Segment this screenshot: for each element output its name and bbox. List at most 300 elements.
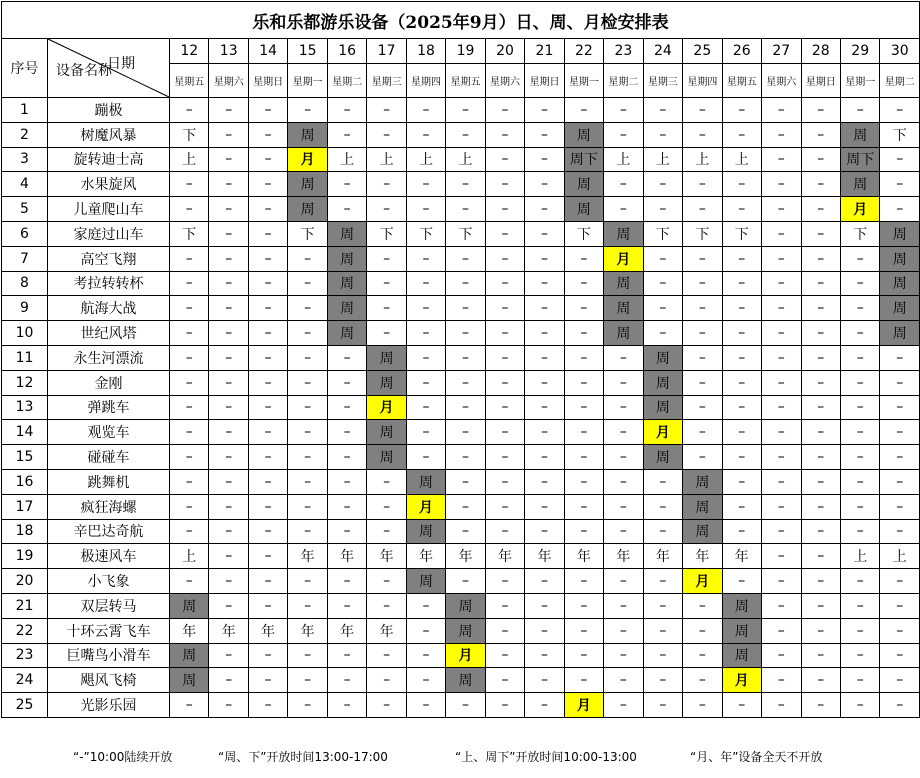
schedule-cell: – (604, 569, 643, 594)
day-header: 27 (762, 39, 801, 64)
weekday-header: 星期六 (762, 64, 801, 98)
schedule-cell: – (446, 445, 485, 470)
schedule-cell: – (406, 271, 445, 296)
schedule-cell: – (722, 345, 761, 370)
schedule-cell: – (485, 345, 524, 370)
schedule-cell: – (722, 370, 761, 395)
schedule-cell: – (683, 445, 722, 470)
schedule-cell: – (801, 246, 840, 271)
day-header: 14 (248, 39, 287, 64)
schedule-cell: – (801, 221, 840, 246)
schedule-cell: – (525, 172, 564, 197)
schedule-cell: – (446, 172, 485, 197)
schedule-cell: – (367, 197, 406, 222)
schedule-cell: – (722, 569, 761, 594)
schedule-cell: – (840, 370, 879, 395)
schedule-cell: – (801, 593, 840, 618)
weekly-check-cell: 周 (604, 321, 643, 346)
schedule-cell: – (288, 370, 327, 395)
equipment-name-cell: 辛巴达奇航 (48, 519, 170, 544)
schedule-cell: – (722, 246, 761, 271)
schedule-cell: – (564, 98, 603, 123)
equipment-name-cell: 疯狂海螺 (48, 494, 170, 519)
schedule-cell: – (762, 618, 801, 643)
seq-cell: 5 (2, 197, 48, 222)
schedule-cell: – (288, 271, 327, 296)
schedule-cell: – (525, 122, 564, 147)
weekly-check-cell: 周下 (840, 147, 879, 172)
schedule-cell: – (722, 445, 761, 470)
equipment-name-cell: 小飞象 (48, 569, 170, 594)
schedule-cell: – (525, 296, 564, 321)
monthly-check-cell: 月 (604, 246, 643, 271)
schedule-cell: – (446, 296, 485, 321)
schedule-cell: – (288, 693, 327, 718)
schedule-cell: – (367, 296, 406, 321)
table-row (2, 221, 920, 246)
schedule-cell: – (525, 643, 564, 668)
schedule-cell: – (604, 519, 643, 544)
schedule-cell: – (288, 445, 327, 470)
day-header: 30 (880, 39, 920, 64)
schedule-cell: – (209, 370, 248, 395)
schedule-cell: – (801, 296, 840, 321)
table-row (2, 693, 920, 718)
schedule-cell: – (367, 469, 406, 494)
schedule-cell: 上 (840, 544, 879, 569)
day-header: 21 (525, 39, 564, 64)
schedule-cell: – (170, 370, 209, 395)
schedule-cell: – (801, 445, 840, 470)
schedule-cell: – (840, 494, 879, 519)
schedule-cell: – (209, 693, 248, 718)
schedule-cell: – (446, 693, 485, 718)
schedule-cell: – (722, 420, 761, 445)
weekly-check-cell: 周 (170, 643, 209, 668)
weekly-check-cell: 周 (880, 221, 920, 246)
schedule-cell: – (170, 296, 209, 321)
schedule-cell: – (840, 593, 879, 618)
schedule-cell: 年 (209, 618, 248, 643)
schedule-cell: – (525, 370, 564, 395)
table-row (2, 569, 920, 594)
seq-cell: 13 (2, 395, 48, 420)
schedule-cell: – (564, 345, 603, 370)
schedule-cell: – (762, 370, 801, 395)
schedule-cell: – (683, 197, 722, 222)
weekday-header: 星期二 (327, 64, 366, 98)
schedule-cell: – (406, 668, 445, 693)
schedule-cell: – (209, 221, 248, 246)
weekly-check-cell: 周 (406, 519, 445, 544)
schedule-cell: – (406, 593, 445, 618)
table-row (2, 593, 920, 618)
equipment-name-cell: 双层转马 (48, 593, 170, 618)
schedule-cell: – (801, 98, 840, 123)
table-row (2, 246, 920, 271)
schedule-cell: – (762, 519, 801, 544)
schedule-cell: – (485, 296, 524, 321)
schedule-cell: – (446, 345, 485, 370)
schedule-cell: – (604, 395, 643, 420)
weekly-check-cell: 周 (446, 668, 485, 693)
table-row (2, 469, 920, 494)
legend-item-weekly-afternoon: “周、下”开放时间13:00-17:00 (218, 750, 388, 764)
schedule-cell: – (525, 197, 564, 222)
schedule-cell: – (801, 197, 840, 222)
table-row (2, 395, 920, 420)
schedule-cell: – (170, 569, 209, 594)
schedule-cell: – (485, 197, 524, 222)
weekly-check-cell: 周 (840, 172, 879, 197)
equipment-name-cell: 永生河漂流 (48, 345, 170, 370)
schedule-cell: – (801, 395, 840, 420)
schedule-cell: – (248, 321, 287, 346)
schedule-cell: – (643, 98, 682, 123)
schedule-cell: – (604, 593, 643, 618)
schedule-cell: – (367, 122, 406, 147)
schedule-cell: – (604, 98, 643, 123)
schedule-cell: – (170, 445, 209, 470)
schedule-cell: – (801, 618, 840, 643)
schedule-cell: – (446, 519, 485, 544)
schedule-cell: – (880, 370, 920, 395)
weekly-check-cell: 周 (564, 197, 603, 222)
schedule-cell: – (248, 420, 287, 445)
schedule-cell: – (801, 494, 840, 519)
schedule-cell: – (446, 395, 485, 420)
schedule-cell: – (840, 569, 879, 594)
schedule-cell: – (327, 98, 366, 123)
table-row (2, 172, 920, 197)
schedule-cell: – (288, 494, 327, 519)
schedule-cell: 年 (367, 618, 406, 643)
schedule-cell: – (209, 197, 248, 222)
schedule-cell: – (880, 494, 920, 519)
weekly-check-cell: 周 (840, 122, 879, 147)
schedule-cell: – (446, 321, 485, 346)
schedule-cell: 年 (288, 618, 327, 643)
schedule-cell: – (209, 494, 248, 519)
schedule-cell: – (564, 271, 603, 296)
schedule-cell: – (209, 122, 248, 147)
schedule-cell: – (564, 569, 603, 594)
schedule-cell: – (209, 147, 248, 172)
schedule-cell: – (446, 420, 485, 445)
schedule-cell: – (485, 593, 524, 618)
schedule-cell: – (564, 643, 603, 668)
schedule-cell: – (170, 469, 209, 494)
schedule-cell: – (801, 569, 840, 594)
schedule-cell: 年 (248, 618, 287, 643)
schedule-cell: – (683, 643, 722, 668)
table-row (2, 618, 920, 643)
schedule-cell: – (248, 221, 287, 246)
schedule-cell: 上 (170, 544, 209, 569)
schedule-cell: – (248, 593, 287, 618)
schedule-cell: 下 (880, 122, 920, 147)
schedule-cell: – (722, 296, 761, 321)
day-header: 15 (288, 39, 327, 64)
schedule-cell: – (209, 445, 248, 470)
schedule-cell: – (762, 544, 801, 569)
seq-cell: 4 (2, 172, 48, 197)
schedule-cell: – (248, 345, 287, 370)
schedule-cell: – (564, 469, 603, 494)
weekday-header: 星期四 (406, 64, 445, 98)
schedule-cell: 上 (604, 147, 643, 172)
schedule-cell: – (880, 395, 920, 420)
schedule-cell: 年 (327, 618, 366, 643)
schedule-cell: 上 (406, 147, 445, 172)
schedule-cell: – (604, 370, 643, 395)
schedule-cell: – (248, 643, 287, 668)
schedule-cell: – (327, 345, 366, 370)
schedule-cell: – (288, 668, 327, 693)
weekday-header: 星期日 (801, 64, 840, 98)
schedule-cell: – (880, 420, 920, 445)
schedule-cell: – (367, 271, 406, 296)
seq-cell: 20 (2, 569, 48, 594)
equipment-header-label: 设备名称 (56, 63, 112, 79)
weekly-check-cell: 周 (722, 618, 761, 643)
equipment-name-cell: 十环云霄飞车 (48, 618, 170, 643)
schedule-cell: – (683, 172, 722, 197)
schedule-cell: – (288, 569, 327, 594)
weekly-check-cell: 周 (683, 469, 722, 494)
schedule-cell: – (604, 197, 643, 222)
schedule-cell: – (840, 271, 879, 296)
schedule-cell: – (525, 321, 564, 346)
schedule-cell: – (643, 271, 682, 296)
schedule-cell: – (604, 122, 643, 147)
schedule-cell: – (446, 122, 485, 147)
day-header: 16 (327, 39, 366, 64)
seq-cell: 9 (2, 296, 48, 321)
schedule-cell: – (327, 445, 366, 470)
weekly-check-cell: 周 (446, 618, 485, 643)
schedule-cell: – (248, 98, 287, 123)
schedule-cell: – (604, 420, 643, 445)
weekly-check-cell: 周 (406, 469, 445, 494)
schedule-cell: – (485, 469, 524, 494)
weekly-check-cell: 周 (327, 296, 366, 321)
schedule-cell: – (722, 197, 761, 222)
schedule-cell: – (801, 469, 840, 494)
schedule-cell: – (643, 296, 682, 321)
schedule-cell: – (643, 643, 682, 668)
schedule-cell: – (722, 693, 761, 718)
schedule-cell: – (722, 122, 761, 147)
schedule-cell: – (801, 420, 840, 445)
schedule-cell: – (209, 271, 248, 296)
schedule-cell: – (170, 519, 209, 544)
schedule-cell: – (604, 643, 643, 668)
schedule-cell: – (170, 494, 209, 519)
schedule-cell: – (604, 494, 643, 519)
equipment-name-cell: 高空飞翔 (48, 246, 170, 271)
schedule-cell: – (406, 345, 445, 370)
table-row (2, 519, 920, 544)
seq-cell: 25 (2, 693, 48, 718)
schedule-cell: – (762, 395, 801, 420)
schedule-cell: – (880, 445, 920, 470)
schedule-cell: – (762, 296, 801, 321)
schedule-cell: – (762, 271, 801, 296)
schedule-cell: – (248, 122, 287, 147)
schedule-cell: – (880, 693, 920, 718)
schedule-cell: – (840, 519, 879, 544)
schedule-cell: – (643, 494, 682, 519)
schedule-cell: 年 (288, 544, 327, 569)
schedule-cell: – (762, 494, 801, 519)
weekly-check-cell: 周 (880, 296, 920, 321)
seq-cell: 8 (2, 271, 48, 296)
table-row (2, 345, 920, 370)
schedule-cell: – (643, 668, 682, 693)
schedule-cell: – (683, 271, 722, 296)
schedule-cell: – (327, 668, 366, 693)
schedule-cell: – (722, 469, 761, 494)
schedule-cell: – (762, 668, 801, 693)
schedule-cell: – (880, 197, 920, 222)
schedule-cell: – (683, 395, 722, 420)
schedule-cell: – (248, 693, 287, 718)
schedule-cell: 年 (485, 544, 524, 569)
schedule-cell: – (288, 321, 327, 346)
table-row (2, 494, 920, 519)
schedule-cell: – (248, 271, 287, 296)
equipment-name-cell: 家庭过山车 (48, 221, 170, 246)
monthly-check-cell: 月 (722, 668, 761, 693)
seq-cell: 3 (2, 147, 48, 172)
schedule-cell: – (683, 668, 722, 693)
day-header: 22 (564, 39, 603, 64)
day-header: 28 (801, 39, 840, 64)
weekday-header: 星期六 (485, 64, 524, 98)
schedule-cell: 下 (170, 221, 209, 246)
monthly-check-cell: 月 (288, 147, 327, 172)
schedule-cell: – (406, 445, 445, 470)
schedule-cell: – (683, 370, 722, 395)
schedule-cell: – (327, 519, 366, 544)
monthly-check-cell: 月 (683, 569, 722, 594)
weekly-check-cell: 周 (643, 370, 682, 395)
weekly-check-cell: 周 (288, 172, 327, 197)
day-header: 17 (367, 39, 406, 64)
weekday-header: 星期三 (367, 64, 406, 98)
schedule-cell: – (367, 494, 406, 519)
schedule-cell: – (643, 469, 682, 494)
schedule-cell: – (840, 345, 879, 370)
weekly-check-cell: 周 (683, 494, 722, 519)
schedule-cell: – (406, 98, 445, 123)
table-row (2, 122, 920, 147)
schedule-cell: – (446, 370, 485, 395)
schedule-cell: – (248, 296, 287, 321)
schedule-cell: – (406, 420, 445, 445)
schedule-cell: – (170, 420, 209, 445)
schedule-cell: – (485, 221, 524, 246)
seq-cell: 2 (2, 122, 48, 147)
schedule-cell: – (327, 172, 366, 197)
schedule-cell: 上 (880, 544, 920, 569)
schedule-cell: – (880, 469, 920, 494)
weekly-check-cell: 周 (170, 593, 209, 618)
schedule-cell: – (525, 469, 564, 494)
schedule-cell: – (683, 420, 722, 445)
equipment-name-cell: 观览车 (48, 420, 170, 445)
seq-cell: 12 (2, 370, 48, 395)
schedule-cell: – (564, 618, 603, 643)
schedule-cell: – (564, 593, 603, 618)
schedule-cell: 年 (604, 544, 643, 569)
schedule-cell: – (209, 321, 248, 346)
schedule-cell: – (288, 345, 327, 370)
weekday-header: 星期四 (683, 64, 722, 98)
schedule-cell: – (604, 668, 643, 693)
schedule-cell: – (170, 197, 209, 222)
schedule-cell: – (248, 569, 287, 594)
schedule-cell: – (880, 147, 920, 172)
schedule-cell: – (643, 593, 682, 618)
schedule-cell: – (327, 420, 366, 445)
schedule-cell: – (209, 544, 248, 569)
schedule-cell: 下 (722, 221, 761, 246)
legend-item-dash: “-”10:00陆续开放 (73, 750, 173, 764)
weekly-check-cell: 周 (327, 321, 366, 346)
schedule-cell: – (801, 693, 840, 718)
schedule-cell: – (643, 246, 682, 271)
schedule-cell: – (604, 693, 643, 718)
schedule-cell: 上 (327, 147, 366, 172)
equipment-name-cell: 旋转迪士高 (48, 147, 170, 172)
day-header: 19 (446, 39, 485, 64)
schedule-cell: – (367, 172, 406, 197)
schedule-cell: 下 (683, 221, 722, 246)
monthly-check-cell: 月 (406, 494, 445, 519)
schedule-cell: – (485, 395, 524, 420)
schedule-cell: – (840, 321, 879, 346)
weekly-check-cell: 周 (880, 271, 920, 296)
day-header: 18 (406, 39, 445, 64)
schedule-cell: – (840, 395, 879, 420)
weekday-header: 星期二 (604, 64, 643, 98)
equipment-name-cell: 考拉转转杯 (48, 271, 170, 296)
monthly-check-cell: 月 (446, 643, 485, 668)
schedule-cell: – (327, 693, 366, 718)
schedule-cell: – (406, 246, 445, 271)
schedule-cell: – (170, 172, 209, 197)
schedule-cell: 年 (564, 544, 603, 569)
table-row (2, 544, 920, 569)
schedule-cell: – (801, 321, 840, 346)
schedule-cell: – (446, 569, 485, 594)
weekly-check-cell: 周 (722, 593, 761, 618)
equipment-name-cell: 儿童爬山车 (48, 197, 170, 222)
schedule-cell: – (762, 420, 801, 445)
schedule-cell: 年 (406, 544, 445, 569)
schedule-cell: – (801, 668, 840, 693)
table-row (2, 296, 920, 321)
schedule-cell: – (683, 246, 722, 271)
seq-cell: 16 (2, 469, 48, 494)
schedule-cell: – (840, 693, 879, 718)
schedule-cell: – (209, 519, 248, 544)
schedule-cell: – (840, 98, 879, 123)
equipment-name-cell: 金刚 (48, 370, 170, 395)
schedule-cell: – (406, 643, 445, 668)
